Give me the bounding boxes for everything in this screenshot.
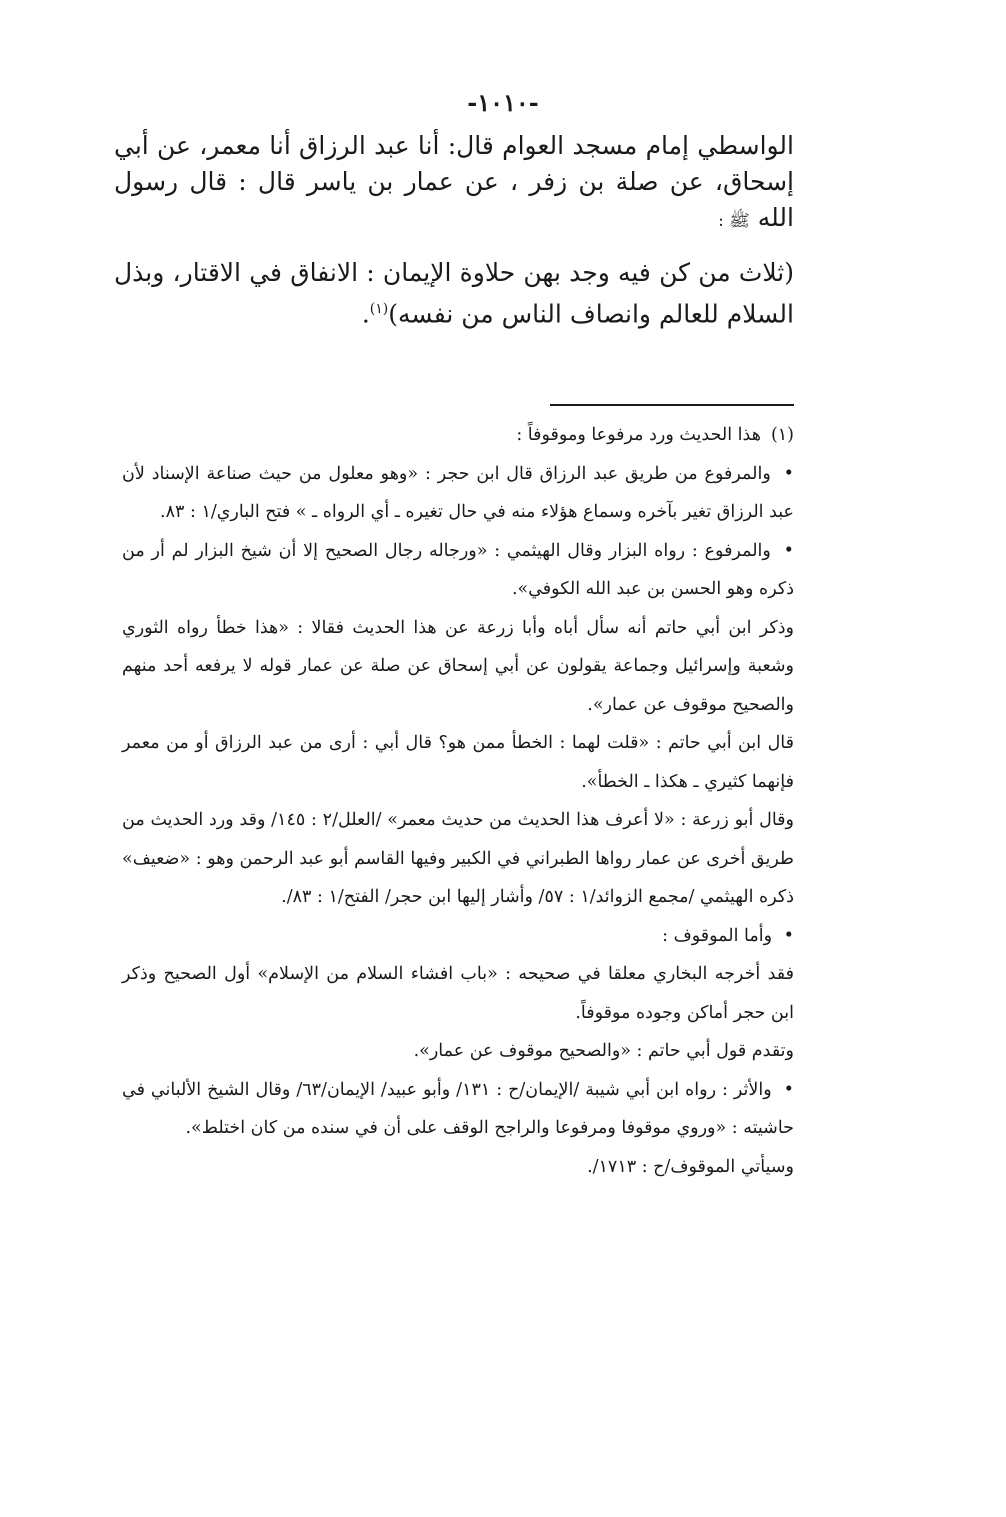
footnote-paragraph bbox=[122, 532, 794, 609]
chain-line-1: الواسطي إمام مسجد العوام قال: أنا عبد الرزاق أنا معمر، عن أبي bbox=[114, 131, 794, 160]
footnote-text: وأما الموقوف : bbox=[662, 925, 773, 946]
footnote-paragraph bbox=[122, 455, 794, 532]
bullet: • bbox=[783, 925, 794, 946]
footnote-paragraph bbox=[122, 1071, 794, 1148]
hadith-end: . bbox=[361, 299, 370, 329]
footnote-paragraph: وقال أبو زرعة : «لا أعرف هذا الحديث من حديث معمر» /العلل/٢ : ١٤٥/ وقد ورد الحديث من طريق أخرى عن عمار رواها الطبراني في الكبير وفيها القاسم أبو عبد الرحمن وهو : «ضعيف» ذكره الهيثمي /مجمع الزوائد/١ : ٥٧/ وأشار إليها ابن حجر/ الفتح/١ : ٨٣/. bbox=[122, 810, 794, 907]
footnote-intro: هذا الحديث ورد مرفوعا وموقوفاً : bbox=[516, 425, 761, 445]
salutation: ﷺ : bbox=[718, 211, 750, 231]
footnote-paragraph bbox=[122, 917, 794, 956]
footnotes bbox=[122, 416, 794, 1186]
footnote-paragraph: وتقدم قول أبي حاتم : «والصحيح موقوف عن عمار». bbox=[413, 1041, 794, 1061]
hadith-text bbox=[114, 255, 794, 332]
bullet: • bbox=[783, 540, 794, 561]
footnote-separator bbox=[550, 404, 794, 406]
bullet: • bbox=[783, 1079, 794, 1100]
footnote-text: والمرفوع من طريق عبد الرزاق قال ابن حجر : «وهو معلول من حيث صناعة الإسناد لأن عبد الرزاق تغير بآخره وسماع هؤلاء منه في حال تغيره ـ أي الرواه ـ » فتح الباري/١ : ٨٣. bbox=[122, 463, 794, 522]
main-text bbox=[114, 128, 794, 332]
chain-of-narration bbox=[114, 128, 794, 239]
footnote-paragraph: وذكر ابن أبي حاتم أنه سأل أباه وأبا زرعة عن هذا الحديث فقالا : «هذا خطأ رواه الثوري وشعبة وإسرائيل وجماعة يقولون عن أبي إسحاق عن صلة عن عمار قوله لا يرفعه أحد منهم والصحيح موقوف عن عمار». bbox=[122, 617, 794, 715]
footnote-number: (١) bbox=[770, 425, 794, 445]
footnote-paragraph: فقد أخرجه البخاري معلقا في صحيحه : «باب افشاء السلام من الإسلام» أول الصحيح وذكر ابن حجر أماكن وجوده موقوفاً. bbox=[122, 964, 794, 1023]
footnote-text: والمرفوع : رواه البزار وقال الهيثمي : «ورجاله رجال الصحيح إلا أن شيخ البزار لم أر من ذكره وهو الحسن بن عبد الله الكوفي». bbox=[122, 540, 794, 599]
hadith-line-2: وبذل السلام للعالم وانصاف الناس من نفسه) bbox=[114, 258, 794, 329]
footnote-paragraph: وسيأتي الموقوف/ح : ١٧١٣/. bbox=[587, 1156, 794, 1177]
bullet: • bbox=[783, 463, 794, 484]
footnote-paragraph: قال ابن أبي حاتم : «قلت لهما : الخطأ ممن هو؟ قال أبي : أرى من عبد الرزاق أو من معمر فإنهما كثيري ـ هكذا ـ الخطأ». bbox=[122, 733, 794, 792]
footnote-text: والأثر : رواه ابن أبي شيبة /الإيمان/ح : ١٣١/ وأبو عبيد/ الإيمان/٦٣/ وقال الشيخ الألباني في حاشيته : «وروي موقوفا ومرفوعا والراجح الوقف على أن في سنده من كان اختلط». bbox=[122, 1079, 794, 1138]
footnote-heading bbox=[122, 416, 794, 455]
footnote-reference[interactable]: (١) bbox=[369, 301, 389, 317]
page-number: -١٠١٠- bbox=[467, 88, 539, 117]
chain-line-2: إسحاق، عن صلة بن زفر ، عن عمار بن ياسر قال : قال رسول الله bbox=[114, 167, 794, 232]
hadith-line-1: (ثلاث من كن فيه وجد بهن حلاوة الإيمان : الانفاق في الاقتار، bbox=[172, 258, 794, 287]
